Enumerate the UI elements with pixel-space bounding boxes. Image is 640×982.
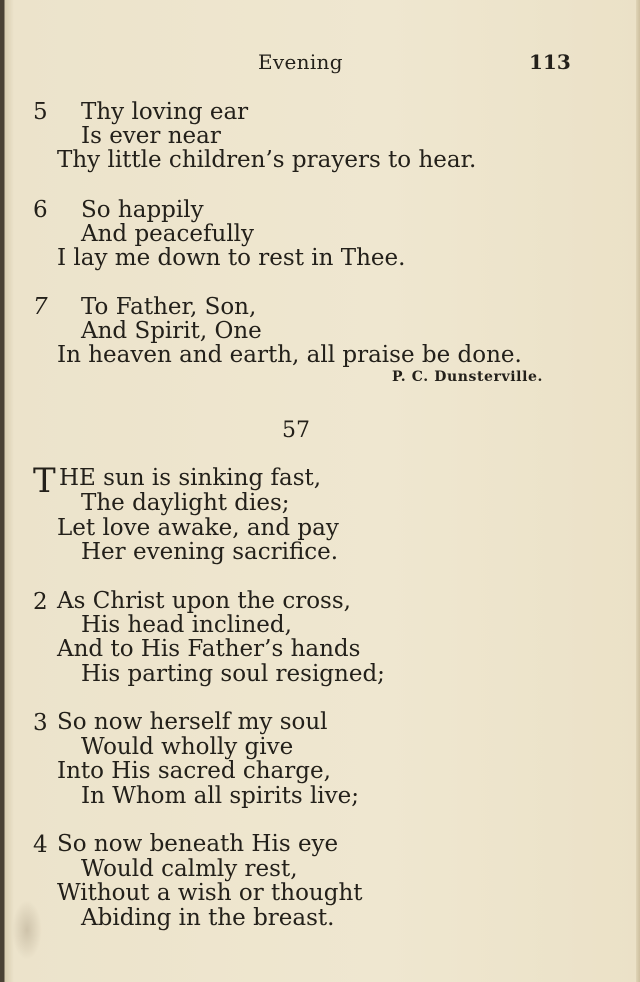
verse-number: 6 — [33, 197, 48, 223]
verse-line: Let love awake, and pay — [57, 515, 339, 541]
verse-line: Her evening sacrifice. — [81, 539, 339, 565]
verse-number: 5 — [33, 99, 48, 125]
verse-line: His head inclined, — [81, 612, 292, 638]
verse-line: Thy loving ear — [81, 99, 249, 125]
verse-line: I lay me down to rest in Thee. — [57, 245, 406, 271]
verse-line: Into His sacred charge, — [57, 758, 331, 784]
verse-line: His parting soul resigned; — [81, 661, 385, 687]
verse-line: As Christ upon the cross, — [57, 588, 351, 614]
page-number: 113 — [529, 50, 571, 74]
hymn-author: P. C. Dunsterville. — [392, 369, 544, 385]
verse-line: The daylight dies; — [81, 490, 290, 516]
verse-line: To Father, Son, — [81, 294, 257, 320]
hymn-number: 57 — [282, 418, 310, 443]
dropcap-letter: T — [33, 461, 56, 501]
verse-line: HE sun is sinking fast, — [59, 465, 322, 491]
verse-line: Would calmly rest, — [81, 856, 298, 882]
verse-number: 4 — [33, 832, 48, 858]
verse-line: Thy little children’s prayers to hear. — [57, 147, 477, 173]
verse-line: So happily — [81, 197, 204, 223]
verse-line: So now herself my soul — [57, 709, 328, 735]
verse-line: Is ever near — [81, 123, 221, 149]
page-edge — [636, 0, 640, 982]
verse-line: So now beneath His eye — [57, 831, 339, 857]
verse-line: In Whom all spirits live; — [81, 783, 360, 809]
verse-line: And peacefully — [81, 221, 255, 247]
verse-number: 2 — [33, 589, 48, 615]
verse-line: Would wholly give — [81, 734, 294, 760]
verse-line: Without a wish or thought — [57, 880, 363, 906]
verse-number: 3 — [33, 710, 48, 736]
verse-line: And Spirit, One — [81, 318, 262, 344]
verse-line: Abiding in the breast. — [81, 905, 335, 931]
verse-number: 7 — [33, 294, 48, 320]
verse-line: And to His Father’s hands — [57, 636, 361, 662]
paper-smudge — [12, 900, 42, 960]
running-title: Evening — [258, 50, 343, 74]
verse-line: In heaven and earth, all praise be done. — [57, 342, 522, 368]
